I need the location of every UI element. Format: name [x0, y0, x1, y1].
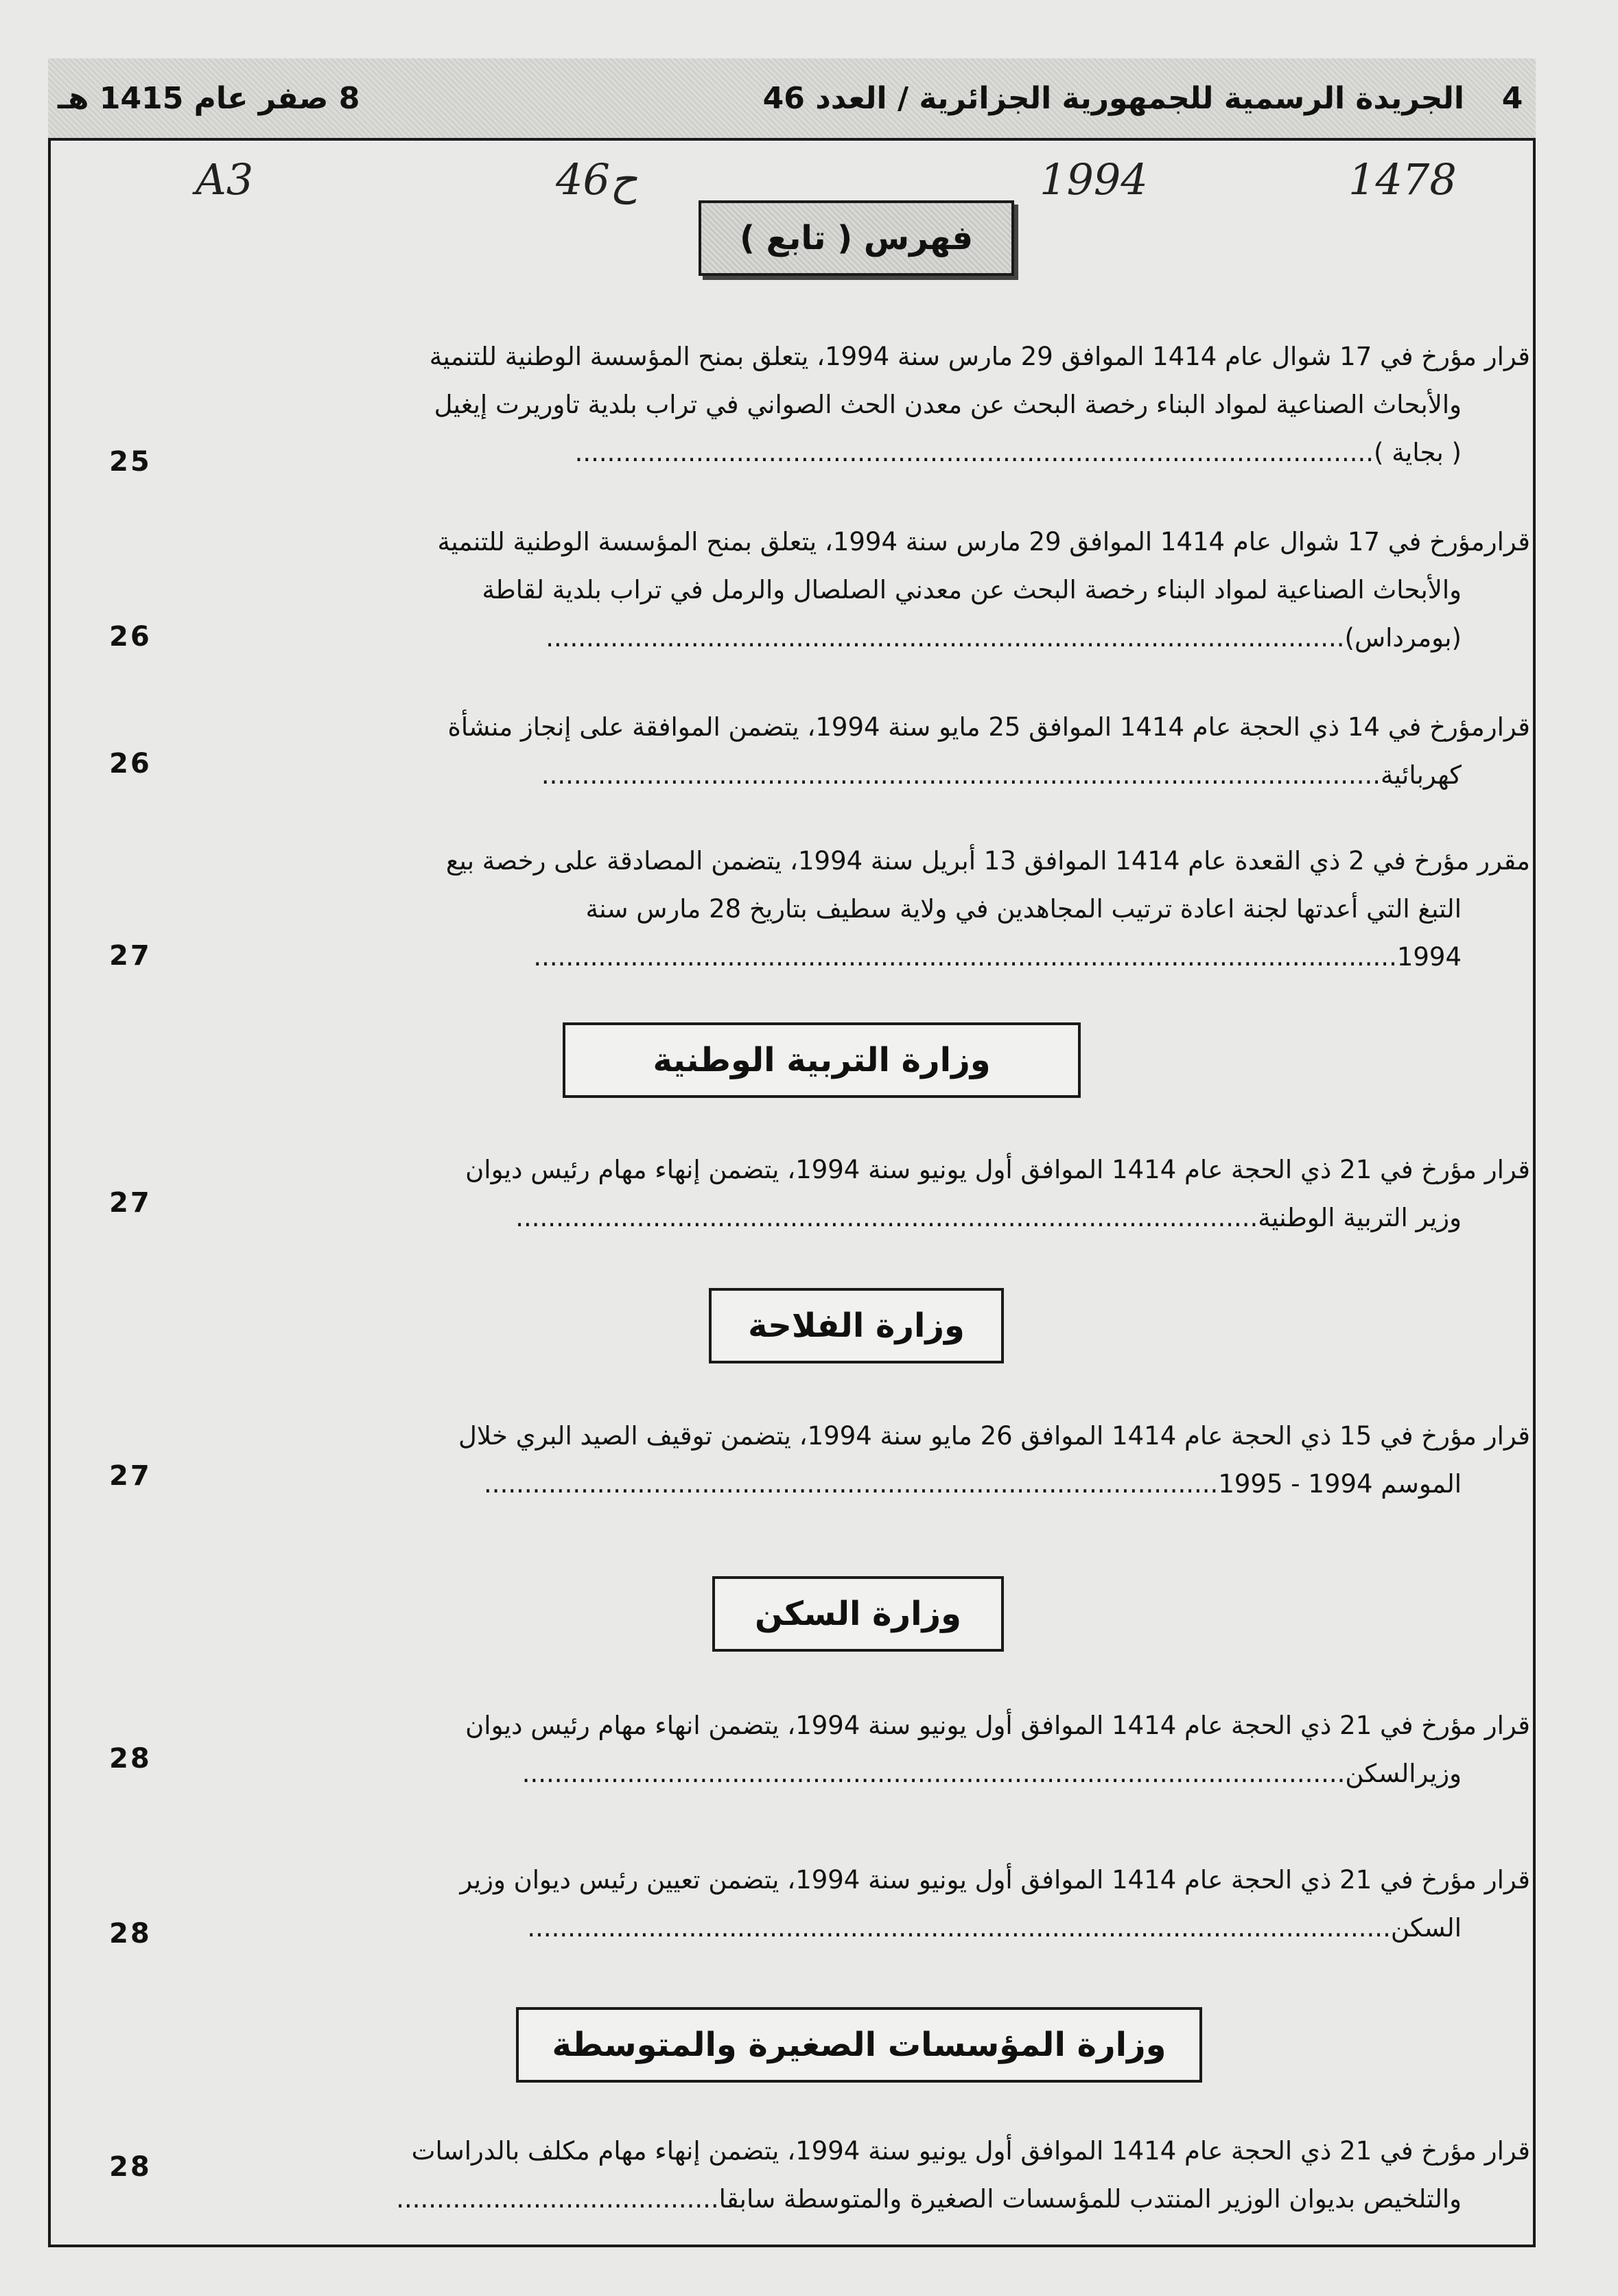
page-reference: 25	[109, 446, 152, 478]
section-title: وزارة المؤسسات الصغيرة والمتوسطة	[516, 2007, 1202, 2083]
index-entry: قرار مؤرخ في 17 شوال عام 1414 الموافق 29 مارس سنة 1994، يتعلق بمنح المؤسسة الوطنية للتنمية والأبحاث الصناعية لمواد البناء رخصة البحث عن معدن الحث الصواني في تراب بلدية تاوريرت إيغيل ( بجاية )...................................................................................................	[429, 342, 1530, 467]
index-entry: قرار مؤرخ في 21 ذي الحجة عام 1414 الموافق أول يونيو سنة 1994، يتضمن إنهاء مهام رئيس ديوان وزير التربية الوطنية............................................................................................	[465, 1155, 1530, 1232]
page-reference: 27	[109, 940, 152, 972]
section-title: وزارة الفلاحة	[709, 1288, 1004, 1363]
index-title: فهرس ( تابع )	[699, 200, 1014, 276]
handwritten-issue: 46ح	[556, 154, 637, 204]
index-entry: قرار مؤرخ في 21 ذي الحجة عام 1414 الموافق أول يونيو سنة 1994، يتضمن تعيين رئيس ديوان وزير السكن...........................................................................................................	[460, 1865, 1530, 1943]
journal-title: الجريدة الرسمية للجمهورية الجزائرية / العدد 46	[762, 80, 1464, 116]
handwritten-number: 1478	[1348, 154, 1457, 204]
page-reference: 27	[109, 1460, 152, 1492]
section-title: وزارة التربية الوطنية	[563, 1022, 1081, 1098]
page-header	[48, 58, 1536, 141]
header-date: 8 صفر عام 1415 هـ	[58, 80, 360, 116]
index-entry: قرار مؤرخ في 21 ذي الحجة عام 1414 الموافق أول يونيو سنة 1994، يتضمن انهاء مهام رئيس ديوان وزيرالسكن......................................................................................................	[465, 1711, 1530, 1788]
index-entry: مقرر مؤرخ في 2 ذي القعدة عام 1414 الموافق 13 أبريل سنة 1994، يتضمن المصادقة على رخصة بيع التبغ التي أعدتها لجنة اعادة ترتيب المجاهدين في ولاية سطيف بتاريخ 28 مارس سنة 1994...........................................................................................................	[445, 846, 1530, 972]
handwritten-a3: A3	[196, 154, 254, 204]
page-reference: 26	[109, 621, 152, 653]
handwritten-year: 1994	[1040, 154, 1148, 204]
page-reference: 27	[109, 1187, 152, 1219]
page-reference: 28	[109, 2151, 152, 2183]
index-entry: قرارمؤرخ في 17 شوال عام 1414 الموافق 29 مارس سنة 1994، يتعلق بمنح المؤسسة الوطنية للتنمية والأبحاث الصناعية لمواد البناء رخصة البحث عن معدني الصلصال والرمل في تراب بلدية لقاطة (بومرداس)...................................................................................................	[437, 527, 1530, 653]
index-entry: قرارمؤرخ في 14 ذي الحجة عام 1414 الموافق 25 مايو سنة 1994، يتضمن الموافقة على إنجاز منشأة كهربائية........................................................................................................	[447, 712, 1530, 790]
page-reference: 28	[109, 1743, 152, 1774]
page-number: 4	[1501, 80, 1523, 116]
index-entry: قرار مؤرخ في 15 ذي الحجة عام 1414 الموافق 26 مايو سنة 1994، يتضمن توقيف الصيد البري خلال الموسم 1994 - 1995...........................................................................................	[458, 1421, 1530, 1499]
page-reference: 28	[109, 1918, 152, 1949]
section-title: وزارة السكن	[712, 1576, 1004, 1652]
page-reference: 26	[109, 748, 152, 780]
index-entry: قرار مؤرخ في 21 ذي الحجة عام 1414 الموافق أول يونيو سنة 1994، يتضمن إنهاء مهام مكلف بالدراسات والتلخيص بديوان الوزير المنتدب للمؤسسات الصغيرة والمتوسطة سابقا........................................	[396, 2136, 1530, 2214]
